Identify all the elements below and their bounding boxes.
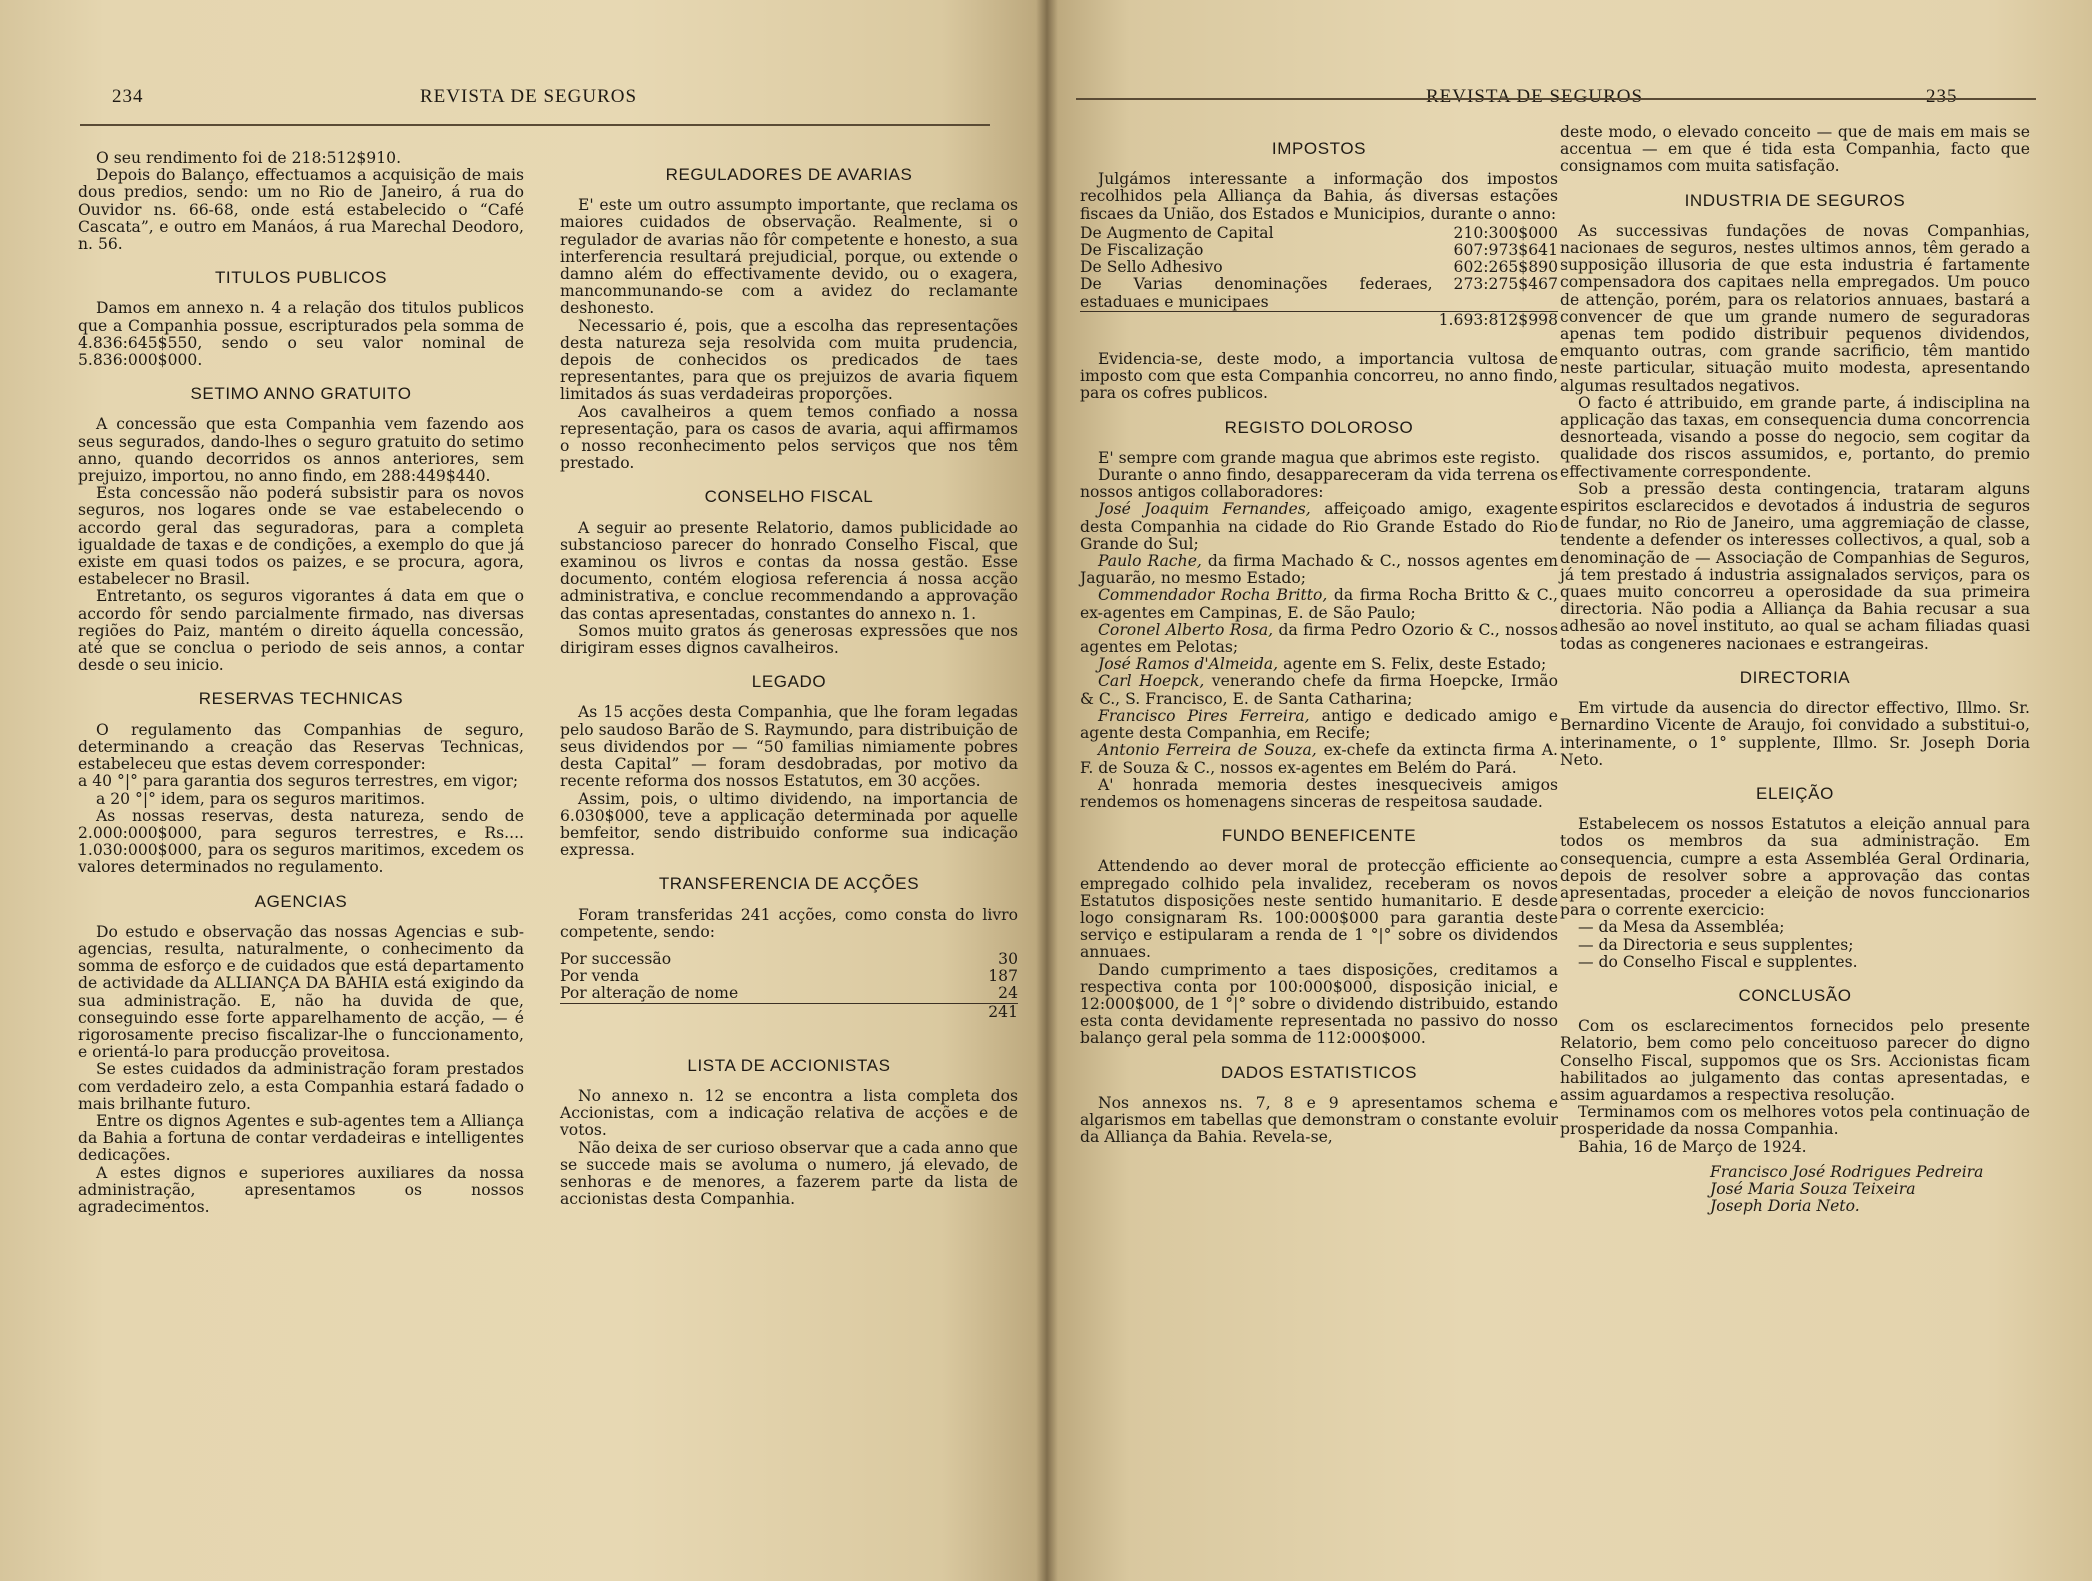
section-heading: DIRECTORIA bbox=[1739, 667, 1851, 687]
paragraph: deste modo, o elevado conceito — que de mais em mais se accentua — em que é tida esta Companhia, facto que consignamos com muita satisfação. bbox=[1560, 123, 2030, 176]
book-gutter bbox=[1036, 0, 1058, 1581]
transfer-row bbox=[560, 951, 1018, 968]
entry-text: ex-chefe da extincta firma A. F. de Souza & C., nossos ex-agentes em Belém do Pará. bbox=[1080, 741, 1558, 777]
paragraph: Foram transferidas 241 acções, como consta do livro competente, sendo: bbox=[560, 905, 1018, 941]
paragraph: Aos cavalheiros a quem temos confiado a nossa representação, para os casos de avaria, aqui affirmamos o nosso reconhecimento pelos serviços que nos têm prestado. bbox=[560, 402, 1018, 473]
obituary-entry bbox=[1080, 553, 1558, 587]
person-name: Paulo Rache, bbox=[1098, 552, 1202, 571]
obituary-entry bbox=[1080, 587, 1558, 621]
entry-text: antigo e dedicado amigo e agente desta Companhia, em Recife; bbox=[1080, 706, 1558, 743]
person-name: José Ramos d'Almeida, bbox=[1098, 655, 1279, 674]
signatures bbox=[1560, 1164, 2030, 1216]
paragraph: A' honrada memoria destes inesqueciveis amigos rendemos os homenagens sinceras de respeitosa saudade. bbox=[1080, 775, 1558, 811]
paragraph: A seguir ao presente Relatorio, damos publicidade ao substancioso parecer do honrado Conselho Fiscal, que examinou os livros e contas da nossa gestão. Esse documento, contém elogiosa referencia á nossa acção administrativa, e conclue recommendando a approvação das contas apresentadas, constantes do annexo n. 1. bbox=[560, 518, 1018, 623]
paragraph: O regulamento das Companhias de seguro, determinando a creação das Reservas Technicas, estabeleceu que estas devem corresponder: bbox=[78, 720, 524, 774]
entry-text: da firma Pedro Ozorio & C., nossos agentes em Pelotas; bbox=[1080, 620, 1558, 657]
entry-text: agente em S. Felix, deste Estado; bbox=[1278, 655, 1547, 674]
row-value: 607:973$641 bbox=[1453, 241, 1558, 260]
tax-row bbox=[1080, 225, 1558, 242]
row-value: 210:300$000 bbox=[1453, 223, 1558, 242]
tax-row bbox=[1080, 259, 1558, 276]
paragraph: Esta concessão não poderá subsistir para os novos seguros, nos logares onde se vae estabelecendo o accordo geral das seguradoras, para a completa igualdade de taxas e de condições, a exemplo do que já existe em quasi todos os paizes, e se procura, agora, estabelecer no Brasil. bbox=[78, 484, 524, 589]
row-label: De Augmento de Capital bbox=[1080, 223, 1274, 242]
running-title: REVISTA DE SEGUROS bbox=[420, 86, 638, 107]
row-label: De Fiscalização bbox=[1080, 241, 1204, 260]
header-rule bbox=[80, 124, 990, 126]
row-value: 602:265$890 bbox=[1453, 258, 1558, 277]
row-value: 187 bbox=[988, 967, 1018, 986]
left-column-1 bbox=[78, 150, 524, 1216]
paragraph: Não deixa de ser curioso observar que a cada anno que se succede mais se avoluma o numero, já elevado, de senhoras e de menores, a fazerem parte da lista de accionistas desta Companhia. bbox=[560, 1138, 1018, 1209]
paragraph: Do estudo e observação das nossas Agencias e sub-agencias, resulta, naturalmente, o conhecimento da somma de esforço e de cuidados que está departamento de actividade da ALLIANÇA DA BAHIA está exigindo da sua administração. E, não ha duvida de que, conseguindo esse forte apparelhamento de acção, — é rigorosamente preciso fiscalizar-lhe o funccionamento, e orientá-lo para producção proveitosa. bbox=[78, 922, 524, 1062]
paragraph: O seu rendimento foi de 218:512$910. bbox=[96, 149, 402, 167]
page-number: 235 bbox=[1926, 86, 1958, 107]
paragraph: Entretanto, os seguros vigorantes á data em que o accordo fôr sendo parcialmente firmado, nas diversas regiões do Paiz, mantém o direito áquella concessão, até que se conclua o periodo de seis annos, a contar desde o seu inicio. bbox=[78, 587, 524, 675]
paragraph: Julgámos interessante a informação dos impostos recolhidos pela Alliança da Bahia, ás diversas estações fiscaes da União, dos Estados e Municipios, durante o anno: bbox=[1080, 170, 1558, 223]
paragraph: As nossas reservas, desta natureza, sendo de 2.000:000$000, para seguros terrestres, e Rs.... 1.030:000$000, para os seguros maritimos, excedem os valores determinados no regulamento. bbox=[78, 806, 524, 877]
section-heading: RESERVAS TECHNICAS bbox=[198, 689, 404, 709]
row-label: De Varias denominações federaes, estaduaes e municipaes bbox=[1080, 275, 1433, 311]
section-heading: CONSELHO FISCAL bbox=[704, 487, 874, 507]
tax-table bbox=[1080, 225, 1558, 329]
person-name: José Joaquim Fernandes, bbox=[1098, 500, 1311, 519]
row-value: 30 bbox=[998, 949, 1018, 968]
paragraph: a 20 °|° idem, para os seguros maritimos. bbox=[96, 789, 426, 808]
paragraph: No annexo n. 12 se encontra a lista completa dos Accionistas, com a indicação relativa de acções e de votos. bbox=[560, 1086, 1018, 1140]
paragraph: Com os esclarecimentos fornecidos pelo presente Relatorio, bem como pelo conceituoso parecer do digno Conselho Fiscal, suppomos que os Srs. Accionistas ficam habilitados ao julgamento das contas apresentadas, e assim aguardamos a respectiva resolução. bbox=[1560, 1017, 2030, 1104]
paragraph: Somos muito gratos ás generosas expressões que nos dirigiram esses dignos cavalheiros. bbox=[560, 621, 1018, 658]
paragraph: Se estes cuidados da administração foram prestados com verdadeiro zelo, a esta Companhia estará fadado o mais brilhante futuro. bbox=[78, 1060, 524, 1113]
paragraph: — da Directoria e seus supplentes; bbox=[1578, 935, 1854, 954]
entry-text: venerando chefe da firma Hoepcke, Irmão & C., S. Francisco, E. de Santa Catharina; bbox=[1080, 672, 1558, 708]
entry-text: affeiçoado amigo, exagente desta Companhia na cidade do Rio Grande Estado do Rio Grande do Sul; bbox=[1080, 500, 1558, 553]
transfer-table bbox=[560, 951, 1018, 1021]
paragraph: Entre os dignos Agentes e sub-agentes tem a Alliança da Bahia a fortuna de contar verdadeiras e intelligentes dedicações. bbox=[78, 1111, 524, 1165]
section-heading: SETIMO ANNO GRATUITO bbox=[190, 384, 412, 404]
paragraph: — do Conselho Fiscal e supplentes. bbox=[1578, 952, 1858, 971]
signature-1: Francisco José Rodrigues Pedreira bbox=[1710, 1162, 1984, 1181]
paragraph: Assim, pois, o ultimo dividendo, na importancia de 6.030$000, teve a applicação determinada por aquelle bemfeitor, sendo distribuido conforme sua indicação expressa. bbox=[560, 789, 1018, 860]
right-header bbox=[1046, 86, 2092, 120]
section-heading: REGULADORES DE AVARIAS bbox=[665, 165, 913, 184]
paragraph: As successivas fundações de novas Companhias, nacionaes de seguros, nestes ultimos annos, têm gerado a supposição illusoria de que esta industria é fartamente compensadora dos capitaes nella empregados. Um pouco de attenção, porém, para os relatorios annuaes, bastará a convencer de que um grande numero de seguradoras apenas tem podido distribuir pequenos dividendos, emquanto outras, com grande sacrificio, têm mantido neste particular, situação muito modesta, apresentando algumas resultados negativos. bbox=[1560, 221, 2030, 395]
obituary-entry bbox=[1080, 708, 1558, 742]
paragraph: Estabelecem os nossos Estatutos a eleição annual para todos os membros da sua administração. Em consequencia, cumpre a esta Assembléa Geral Ordinaria, depois de resolver sobre a approvação das contas apresentadas, proceder a eleição de novos funccionarios para o corrente exercicio: bbox=[1560, 815, 2030, 920]
transfer-total: 241 bbox=[941, 1003, 1018, 1021]
entry-text: da firma Machado & C., nossos agentes em Jaguarão, no mesmo Estado; bbox=[1080, 552, 1559, 588]
paragraph: Nos annexos ns. 7, 8 e 9 apresentamos schema e algarismos em tabellas que demonstram o constante evoluir da Alliança da Bahia. Revela-se, bbox=[1080, 1093, 1558, 1147]
right-page bbox=[1046, 0, 2092, 1581]
tax-row bbox=[1080, 242, 1558, 259]
paragraph: E' este um outro assumpto importante, que reclama os maiores cuidados de observação. Realmente, si o regulador de avarias não fôr competente e honesto, a sua interferencia resultará prejudicial, porque, ou extende o damno além do effectivamente devido, ou o exagera, mancommunando-se com a avidez do reclamante deshonesto. bbox=[560, 196, 1018, 318]
obituary-entry bbox=[1080, 673, 1558, 707]
header-rule bbox=[1076, 98, 2036, 100]
paragraph: E' sempre com grande magua que abrimos este registo. bbox=[1098, 448, 1541, 467]
paragraph: A estes dignos e superiores auxiliares da nossa administração, apresentamos os nossos agradecimentos. bbox=[78, 1163, 524, 1216]
section-heading: CONCLUSÃO bbox=[1738, 985, 1852, 1005]
row-label: Por alteração de nome bbox=[560, 984, 739, 1003]
paragraph: As 15 acções desta Companhia, que lhe foram legadas pelo saudoso Barão de S. Raymundo, para distribuição de seus dividendos por — “50 familias nimiamente pobres desta Capital” — foram desdobradas, por motivo da recente reforma dos nossos Estatutos, em 30 acções. bbox=[560, 703, 1018, 791]
paragraph: O facto é attribuido, em grande parte, á indisciplina na applicação das taxas, em consequencia duma concorrencia desnorteada, visando a posse do negocio, sem cogitar da qualidade dos riscos assumidos, e, portanto, do premio effectivamente correspondente. bbox=[1560, 393, 2030, 481]
obituary-entry bbox=[1080, 742, 1558, 776]
paragraph: Necessario é, pois, que a escolha das representações desta natureza seja resolvida com muita prudencia, depois de conhecidos os predicados de taes representantes, para que os prejuizos de avaria fiquem limitados ás suas verdadeiras proporções. bbox=[560, 316, 1018, 404]
row-value: 273:275$467 bbox=[1453, 275, 1558, 294]
transfer-row bbox=[560, 968, 1018, 985]
paragraph: Durante o anno findo, desappareceram da vida terrena os nossos antigos collaboradores: bbox=[1080, 466, 1558, 502]
section-heading: REGISTO DOLOROSO bbox=[1224, 417, 1414, 437]
paragraph: Bahia, 16 de Março de 1924. bbox=[1578, 1137, 1807, 1156]
person-name: Carl Hoepck, bbox=[1098, 672, 1205, 691]
paragraph: — da Mesa da Assembléa; bbox=[1578, 918, 1785, 937]
tax-row bbox=[1080, 276, 1558, 311]
paragraph: Damos em annexo n. 4 a relação dos titulos publicos que a Companhia possue, escripturados pela somma de 4.836:645$550, sendo o seu valor nominal de 5.836:000$000. bbox=[78, 299, 524, 370]
tax-total: 1.693:812$998 bbox=[1433, 311, 1558, 329]
obituary-entry bbox=[1080, 501, 1558, 553]
section-heading: ELEIÇÃO bbox=[1756, 783, 1834, 803]
row-value: 24 bbox=[998, 984, 1018, 1003]
section-heading: LISTA DE ACCIONISTAS bbox=[687, 1055, 891, 1075]
paragraph: A concessão que esta Companhia vem fazendo aos seus segurados, dando-lhes o seguro gratuito do setimo anno, quando decorridos os annos anteriores, sem prejuizo, importou, no anno findo, em 288:449$440. bbox=[78, 415, 524, 486]
person-name: Coronel Alberto Rosa, bbox=[1098, 620, 1274, 639]
section-heading: TITULOS PUBLICOS bbox=[214, 268, 388, 288]
left-header bbox=[0, 86, 1046, 120]
paragraph: Dando cumprimento a taes disposições, creditamos a respectiva conta por 100:000$000, disposição inicial, e 12:000$000, de 1 °|° sobre o dividendo distribuido, estando esta conta devidamente representada no passivo do nosso balanço geral pela somma de 112:000$000. bbox=[1080, 960, 1558, 1048]
paragraph: Depois do Balanço, effectuamos a acquisição de mais dous predios, sendo: um no Rio de Janeiro, á rua do Ouvidor ns. 66-68, onde está estabelecido o “Café Cascata”, e outro em Manáos, á rua Marechal Deodoro, n. 56. bbox=[78, 166, 524, 254]
section-heading: LEGADO bbox=[751, 672, 827, 692]
row-label: De Sello Adhesivo bbox=[1080, 258, 1223, 277]
person-name: Commendador Rocha Britto, bbox=[1098, 586, 1328, 605]
section-heading: TRANSFERENCIA DE ACÇÕES bbox=[658, 874, 920, 894]
signature-2: José Maria Souza Teixeira bbox=[1710, 1179, 1916, 1198]
right-column-2 bbox=[1560, 124, 2030, 1215]
obituary-entry bbox=[1080, 656, 1558, 673]
paragraph: Sob a pressão desta contingencia, trataram alguns espiritos esclarecidos e devotados á industria de seguros de fundar, no Rio de Janeiro, uma aggremiação de classe, tendente a defender os interesses collectivos, a qual, sob a denominação de — Associação de Companhias de Seguros, já tem prestado á industria assignalados serviços, para os quaes muito concorreu a operosidade da sua primeira directoria. Não podia a Alliança da Bahia recusar a sua adhesão ao novel instituto, ao qual se acham filiadas quasi todas as congeneres nacionaes e estrangeiras. bbox=[1560, 479, 2030, 653]
section-heading: INDUSTRIA DE SEGUROS bbox=[1684, 190, 1906, 210]
row-label: Por successão bbox=[560, 949, 672, 968]
person-name: Antonio Ferreira de Souza, bbox=[1098, 741, 1317, 760]
signature-3: Joseph Doria Neto. bbox=[1710, 1197, 1860, 1216]
right-column-1 bbox=[1080, 124, 1558, 1146]
entry-text: da firma Rocha Britto & C., ex-agentes em Campinas, E. de São Paulo; bbox=[1080, 586, 1558, 622]
section-heading: IMPOSTOS bbox=[1271, 139, 1367, 158]
section-heading: AGENCIAS bbox=[254, 891, 348, 911]
transfer-row bbox=[560, 985, 1018, 1003]
row-label: Por venda bbox=[560, 967, 640, 986]
paragraph: Em virtude da ausencia do director effectivo, Illmo. Sr. Bernardino Vicente de Araujo, foi convidado a substitui-o, interinamente, o 1° supplente, Illmo. Sr. Joseph Doria Neto. bbox=[1560, 699, 2030, 769]
obituary-entry bbox=[1080, 622, 1558, 656]
paragraph: a 40 °|° para garantia dos seguros terrestres, em vigor; bbox=[78, 772, 519, 791]
paragraph: Evidencia-se, deste modo, a importancia vultosa de imposto com que esta Companhia concorreu, no anno findo, para os cofres publicos. bbox=[1080, 350, 1558, 403]
paragraph: Terminamos com os melhores votos pela continuação de prosperidade da nossa Companhia. bbox=[1560, 1103, 2030, 1139]
running-title: REVISTA DE SEGUROS bbox=[1426, 86, 1644, 107]
left-column-2 bbox=[560, 150, 1018, 1208]
person-name: Francisco Pires Ferreira, bbox=[1098, 706, 1310, 725]
paragraph: Attendendo ao dever moral de protecção efficiente ao empregado colhido pela invalidez, receberam os novos Estatutos disposições neste sentido humanitario. E desde logo consignaram Rs. 100:000$000 para garantia deste serviço e estipularam a renda de 1 °|° sobre os dividendos annuaes. bbox=[1080, 857, 1558, 962]
section-heading: FUNDO BENEFICENTE bbox=[1221, 826, 1417, 846]
section-heading: DADOS ESTATISTICOS bbox=[1220, 1062, 1418, 1082]
page-number: 234 bbox=[112, 86, 144, 107]
